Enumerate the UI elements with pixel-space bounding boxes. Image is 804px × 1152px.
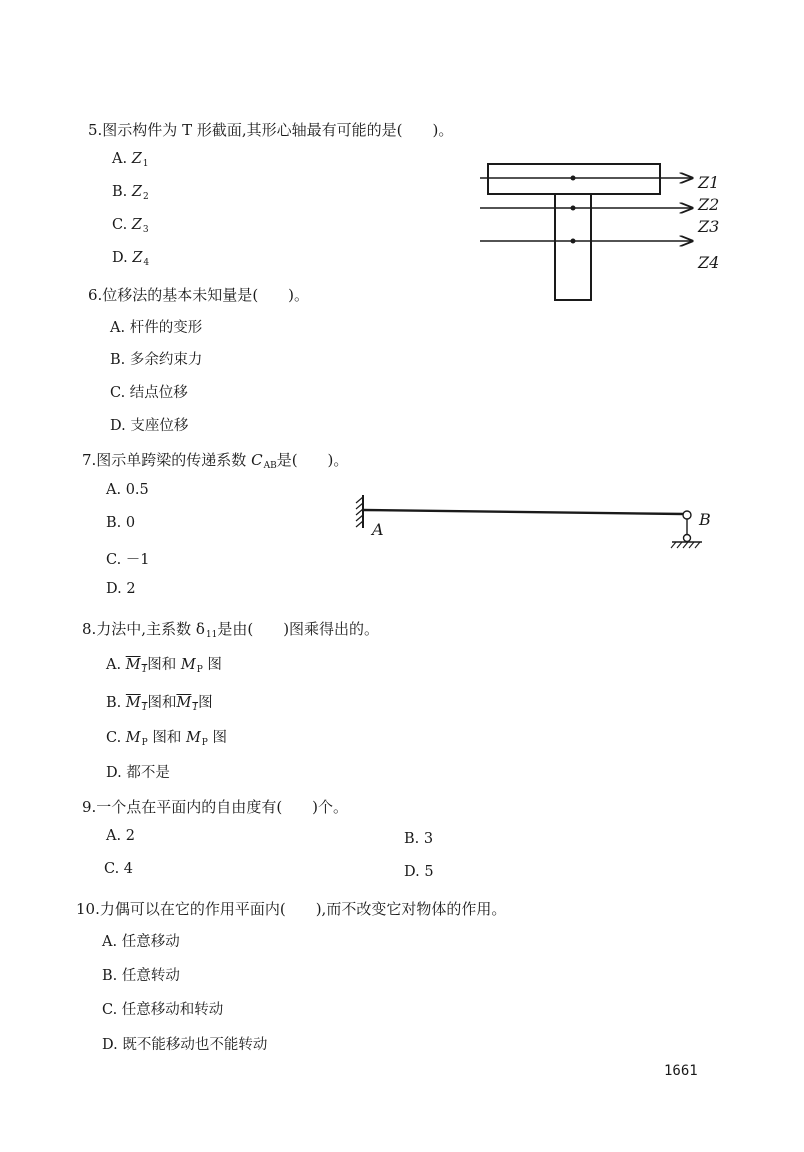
option-m1: $M_1$	[125, 695, 148, 713]
q5-stem: 5.图示构件为 T 形截面,其形心轴最有可能的是( )。	[88, 121, 454, 139]
option-label: C.	[104, 861, 120, 877]
axis-label-z1: Z1	[698, 173, 720, 192]
option-m1-sub: P	[141, 738, 148, 748]
option-label: C.	[112, 217, 128, 233]
option-m1: $M_1$	[125, 657, 148, 675]
option-label: B.	[102, 968, 118, 984]
hinge-bottom	[684, 535, 691, 542]
option-label: D.	[106, 765, 122, 781]
option-mid: 图和	[147, 695, 177, 711]
option-text: 2	[126, 581, 136, 597]
option-label: A.	[106, 482, 122, 498]
option-text: 杆件的变形	[129, 320, 203, 336]
option-text: 多余约束力	[129, 352, 203, 368]
option-sub: 3	[142, 225, 149, 235]
q10-option-a[interactable]	[102, 930, 180, 951]
point-label-a: A	[372, 520, 384, 539]
stem-prefix: 7.图示单跨梁的传递系数	[82, 451, 252, 469]
option-text: 都不是	[126, 765, 170, 781]
option-text: 支座位移	[130, 418, 189, 434]
option-text: 5	[424, 864, 434, 880]
option-sub: 4	[143, 258, 150, 268]
q8-option-c[interactable]	[106, 726, 227, 747]
option-text: 任意移动和转动	[121, 1002, 224, 1018]
option-text: －1	[125, 552, 150, 568]
q6-stem: 6.位移法的基本未知量是( )。	[88, 286, 310, 304]
option-m2: $M_1$	[176, 695, 199, 713]
option-text: Z	[131, 217, 142, 233]
option-label: A.	[102, 934, 118, 950]
beam	[363, 510, 684, 514]
stem-suffix: 是( )。	[276, 451, 349, 469]
q8-option-d[interactable]	[106, 761, 170, 782]
point-label-b: B	[699, 510, 711, 529]
option-text: Z	[132, 250, 143, 266]
option-sub: 2	[142, 192, 149, 202]
q9-option-a[interactable]	[106, 828, 135, 844]
option-text: Z	[131, 151, 142, 167]
q10-option-b[interactable]	[102, 964, 180, 985]
option-m2-sub: P	[196, 665, 203, 675]
stem-suffix: 是由( )图乘得出的。	[217, 620, 380, 638]
stem-prefix: 8.力法中,主系数 δ	[82, 620, 205, 638]
q9-option-b[interactable]	[404, 831, 433, 847]
option-sub: 1	[142, 159, 149, 169]
option-text: 既不能移动也不能转动	[122, 1037, 268, 1053]
option-label: A.	[106, 828, 122, 844]
option-text: 结点位移	[129, 385, 188, 401]
option-text: 0.5	[125, 482, 149, 498]
option-label: B.	[106, 515, 122, 531]
option-m1: M	[125, 730, 141, 746]
option-text: 3	[423, 831, 434, 847]
option-label: B.	[404, 831, 420, 847]
q10-option-d[interactable]	[102, 1033, 267, 1054]
option-text: 任意移动	[121, 934, 180, 950]
option-m2: M	[185, 730, 201, 746]
axis-label-z2: Z2	[698, 195, 720, 214]
option-end: 图	[202, 657, 222, 673]
option-text: 4	[123, 861, 134, 877]
option-label: D.	[110, 418, 126, 434]
option-text: 2	[125, 828, 135, 844]
option-m2: M	[180, 657, 196, 673]
option-label: C.	[110, 385, 126, 401]
ground-hatch	[671, 542, 700, 548]
option-end: 图	[207, 730, 227, 746]
q9-stem: 9.一个点在平面内的自由度有( )个。	[82, 798, 349, 816]
option-label: C.	[106, 552, 122, 568]
option-label: A.	[106, 657, 122, 673]
option-mid: 图和	[147, 657, 181, 673]
q8-option-b[interactable]	[106, 691, 213, 712]
option-text: Z	[131, 184, 142, 200]
option-label: C.	[102, 1002, 118, 1018]
q9-option-c[interactable]	[104, 861, 133, 877]
option-label: B.	[110, 352, 126, 368]
option-label: A.	[112, 151, 128, 167]
fixed-support-hatch	[356, 497, 363, 527]
q8-stem	[82, 618, 379, 639]
option-text: 0	[125, 515, 136, 531]
option-m2-sub: P	[201, 738, 208, 748]
axis-label-z4: Z4	[698, 253, 720, 272]
q10-option-c[interactable]	[102, 998, 223, 1019]
q10-stem: 10.力偶可以在它的作用平面内( ),而不改变它对物体的作用。	[76, 900, 507, 918]
option-label: D.	[106, 581, 122, 597]
hinge-top	[683, 511, 691, 519]
stem-sub: AB	[263, 461, 277, 471]
page-number: 1661	[664, 1063, 698, 1079]
option-label: B.	[106, 695, 122, 711]
option-mid: 图和	[147, 730, 186, 746]
q9-option-d[interactable]	[404, 864, 434, 880]
option-end: 图	[198, 695, 213, 711]
q8-option-a[interactable]	[106, 653, 222, 674]
option-label: A.	[110, 320, 126, 336]
option-label: D.	[102, 1037, 118, 1053]
axis-label-z3: Z3	[698, 217, 720, 236]
option-label: C.	[106, 730, 122, 746]
stem-sub: 11	[205, 630, 218, 640]
option-label: D.	[112, 250, 128, 266]
option-label: D.	[404, 864, 420, 880]
option-text: 任意转动	[121, 968, 180, 984]
stem-symbol: C	[251, 451, 263, 469]
option-label: B.	[112, 184, 128, 200]
